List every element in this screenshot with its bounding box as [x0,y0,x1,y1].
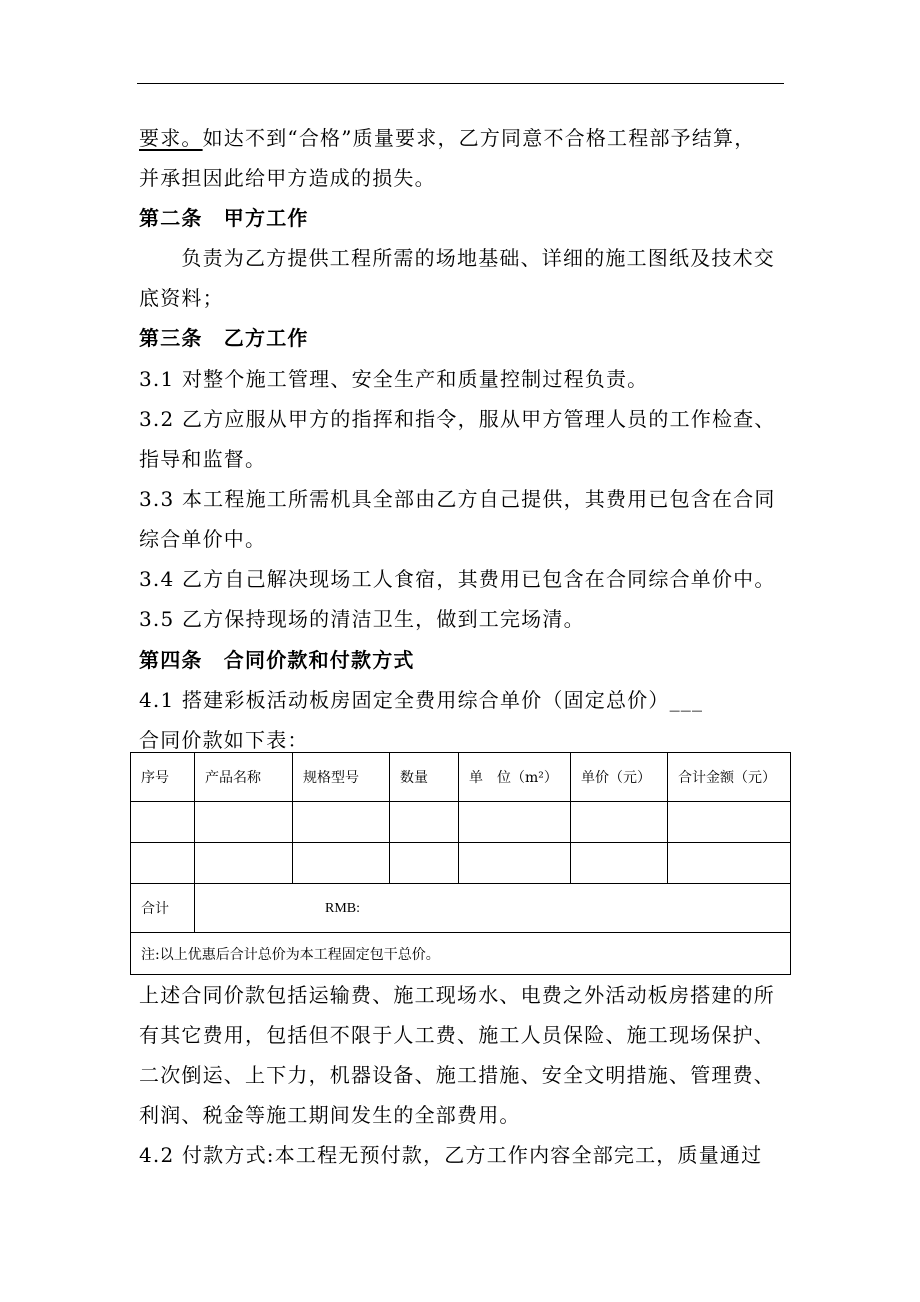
total-label: 合计 [131,884,195,933]
paragraph-line: 底资料； [139,286,224,310]
table-note-row [131,933,791,975]
header-cell-product: 产品名称 [195,753,293,802]
blank-field: ___ [669,688,704,712]
table-cell [195,802,293,843]
table-row [131,843,791,884]
table-cell [293,843,390,884]
paragraph-line: 上述合同价款包括运输费、施工现场水、电费之外活动板房搭建的所 [139,983,775,1007]
clause-3-1: 3.1 对整个施工管理、安全生产和质量控制过程负责。 [139,367,649,391]
price-table [130,752,791,975]
rmb-label: RMB: [325,900,361,916]
table-cell [571,802,668,843]
total-value-cell [195,884,791,933]
paragraph-line: 并承担因此给甲方造成的损失。 [139,166,436,190]
table-cell [459,843,571,884]
table-cell [390,802,459,843]
table-row [131,802,791,843]
table-header-row [131,753,791,802]
paragraph-line: 利润、税金等施工期间发生的全部费用。 [139,1103,521,1127]
paragraph-line: 负责为乙方提供工程所需的场地基础、详细的施工图纸及技术交 [139,246,775,270]
paragraph-line [139,126,755,150]
header-cell-total: 合计金额（元） [668,753,791,802]
clause-3-2-cont: 指导和监督。 [139,447,267,471]
clause-4-1 [139,688,703,712]
table-cell [131,802,195,843]
article-4-heading: 第四条 合同价款和付款方式 [139,648,415,672]
header-cell-index: 序号 [131,753,195,802]
clause-4-1-cont: 合同价款如下表： [139,728,309,752]
header-rule [137,83,784,84]
paragraph-text: 如达不到“合格”质量要求，乙方同意不合格工程部予结算， [202,126,756,150]
header-cell-price: 单价（元） [571,753,668,802]
table-cell [571,843,668,884]
header-cell-spec: 规格型号 [293,753,390,802]
paragraph-line: 有其它费用，包括但不限于人工费、施工人员保险、施工现场保护、 [139,1023,775,1047]
underlined-text: 要求。 [139,126,203,150]
table-cell [195,843,293,884]
table-cell [293,802,390,843]
clause-4-2: 4.2 付款方式:本工程无预付款，乙方工作内容全部完工，质量通过 [139,1143,763,1167]
table-cell [668,802,791,843]
clause-3-5: 3.5 乙方保持现场的清洁卫生，做到工完场清。 [139,607,585,631]
table-cell [390,843,459,884]
clause-4-1-text: 4.1 搭建彩板活动板房固定全费用综合单价（固定总价） [139,688,670,712]
article-2-heading: 第二条 甲方工作 [139,206,309,230]
table-cell [131,843,195,884]
table-cell [459,802,571,843]
clause-3-3-cont: 综合单价中。 [139,527,267,551]
paragraph-line: 二次倒运、上下力，机器设备、施工措施、安全文明措施、管理费、 [139,1063,775,1087]
clause-3-2: 3.2 乙方应服从甲方的指挥和指令，服从甲方管理人员的工作检查、 [139,407,776,431]
table-cell [668,843,791,884]
header-cell-unit: 单 位（m²） [459,753,571,802]
article-3-heading: 第三条 乙方工作 [139,326,309,350]
header-cell-qty: 数量 [390,753,459,802]
table-note: 注:以上优惠后合计总价为本工程固定包干总价。 [131,933,791,975]
clause-3-4: 3.4 乙方自己解决现场工人食宿，其费用已包含在合同综合单价中。 [139,567,776,591]
table-total-row [131,884,791,933]
clause-3-3: 3.3 本工程施工所需机具全部由乙方自己提供，其费用已包含在合同 [139,487,776,511]
